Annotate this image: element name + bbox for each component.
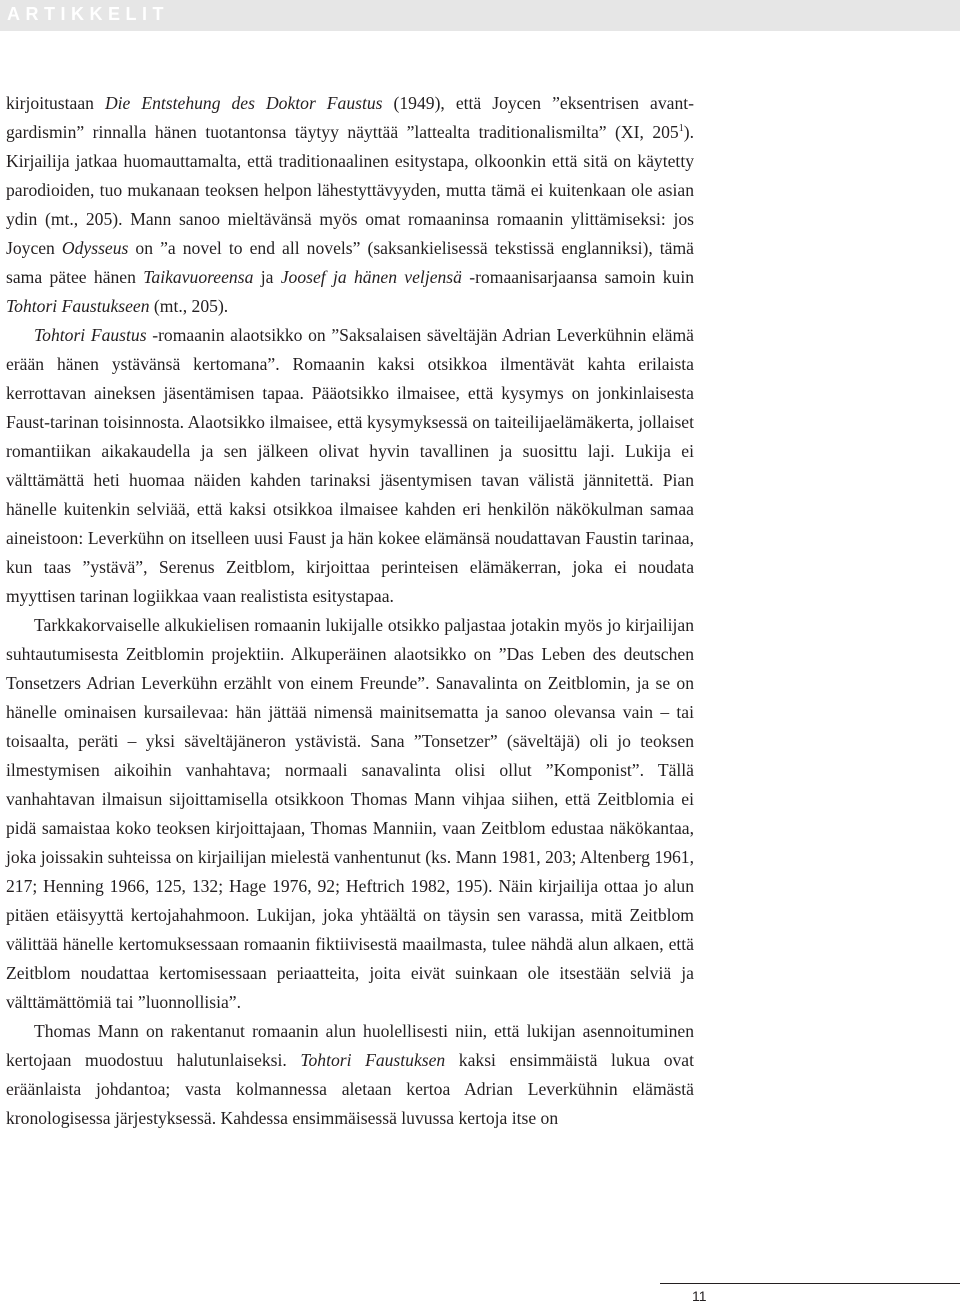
italic-title: Tohtori Faustuksen xyxy=(300,1050,446,1070)
paragraph-1 xyxy=(6,89,694,321)
text-span: -romaanin alaotsikko on ”Saksalaisen säveltäjän Adrian Leverkühnin elämä erään hänen ystävänsä kertomana”. Romaanin kaksi otsikkoa ilmentävät kahta erilaista kerrottavan aineksen jäsentämisen tapaa. Pääotsikko ilmaisee, että kysymys on jonkinlaisesta Faust-tarinan toisinnosta. Alaotsikko ilmaisee, että kysymyksessä on taiteilijaelämäkerta, jollaiset romantiikan aikakaudella ja sen jälkeen olivat hyvin tavallinen ja suosittu laji. Lukija ei välttämättä heti huomaa näiden kahden tarinaksi jäsentymisen tavan välistä jännitettä. Pian hänelle kuitenkin selviää, että kaksi otsikkoa ilmaisee kahden eri henkilön näkökulman samaa aineistoon: Leverkühn on itselleen uusi Faust ja hän kokee elämänsä noudattavan Faustin tarinaa, kun taas ”ystävä”, Serenus Zeitblom, kirjoittaa perinteisen elämäkerran, joka ei noudata myyttisen tarinan logiikkaa vaan realistista esitystapaa. xyxy=(6,325,694,606)
italic-title: Taikavuoreensa xyxy=(143,267,254,287)
italic-title: Tohtori Faustukseen xyxy=(6,296,150,316)
text-span: ). Kirjailija jatkaa huomauttamalta, että traditionaalinen esitystapa, olkoonkin että sitä on käytetty parodioiden, tuo mukanaan teoksen helpon lähestyttävyyden, mutta tämä ei kuitenkaan ole asian ydin (mt., 205). Mann sanoo mieltävänsä myös omat romaaninsa romaanin ylittämiseksi: jos Joycen xyxy=(6,122,694,258)
text-span: -romaanisarjaansa samoin kuin xyxy=(461,267,695,287)
text-span: kaksi ensimmäistä lukua ovat eräänlaista johdantoa; vasta kolmannessa aletaan kertoa Adrian Leverkühnin elämästä kronologisessa järjestyksessä. Kahdessa ensimmäisessä luvussa kertoja itse on xyxy=(6,1050,695,1128)
section-header-bar xyxy=(0,0,960,31)
article-body xyxy=(6,89,694,1133)
paragraph-3 xyxy=(6,611,694,1017)
text-span: Tarkkakorvaiselle alkukielisen romaanin lukijalle otsikko paljastaa jotakin myös jo kirjailijan suhtautumisesta Zeitblomin projektiin. Alkuperäinen alaotsikko on ”Das Leben des deutschen Tonsetzers Adrian Leverkühn erzählt von einem Freunde”. Sanavalinta on Zeitblomin, ja se on hänelle ominaisen kursailevaa: hän jättää nimensä mainitsematta ja sanoo olevansa vain – tai toisaalta, peräti – yksi säveltäjäneron ystävistä. Sana ”Tonsetzer” (säveltäjä) oli jo teoksen ilmestymisen aikoihin vanhahtava; normaali sanavalinta olisi ollut ”Komponist”. Tällä vanhahtavan ilmaisun sijoittamisella otsikkoon Thomas Mann vihjaa siihen, että Zeitblomia ei pidä samaistaa koko teoksen kirjoittajaan, Thomas Manniin, vaan Zeitblom edustaa näkökantaa, joka joissakin suhteissa on kirjailijan mielestä vanhentunut (ks. Mann 1981, 203; Altenberg 1961, 217; Henning 1966, 125, 132; Hage 1976, 92; Heftrich 1982, 195). Näin kirjailija ottaa jo alun pitäen etäisyyttä kertojahahmoon. Lukijan, joka yhtäältä on täysin sen varassa, mitä Zeitblom välittää hänelle kertomuksessaan romaanin fiktiivisestä maailmasta, tulee nähdä alun alkaen, että Zeitblom noudattaa kertomisessaan periaatteita, joita eivät suinkaan ole itsestään selviä ja välttämättömiä tai ”luonnollisia”. xyxy=(6,615,694,1012)
italic-title: Tohtori Faustus xyxy=(34,325,147,345)
italic-title: Die Entstehung des Doktor Faustus xyxy=(104,93,383,113)
text-span: (1949), että Joycen ”eksentrisen avant-gardismin” rinnalla hänen tuotantonsa täytyy näyttää ”lattealta traditionalismilta” (XI, 205 xyxy=(6,93,694,142)
paragraph-4 xyxy=(6,1017,694,1133)
italic-title: Odysseus xyxy=(61,238,129,258)
text-span: Thomas Mann on rakentanut romaanin alun huolellisesti niin, että lukijan asennoituminen kertojaan muodostuu halutunlaiseksi. xyxy=(6,1021,694,1070)
text-span: ja xyxy=(253,267,281,287)
paragraph-2 xyxy=(6,321,694,611)
italic-title: Joosef ja hänen veljensä xyxy=(280,267,462,287)
text-span: kirjoitustaan xyxy=(6,93,105,113)
footnote-marker: 1 xyxy=(678,123,684,135)
page-number: 11 xyxy=(692,1288,707,1304)
text-span: (mt., 205). xyxy=(149,296,229,316)
footer-divider xyxy=(660,1283,960,1284)
section-title: ARTIKKELIT xyxy=(7,4,169,24)
text-span: on ”a novel to end all novels” (saksankielisessä tekstissä englanniksi), tämä sama pätee hänen xyxy=(6,238,694,287)
